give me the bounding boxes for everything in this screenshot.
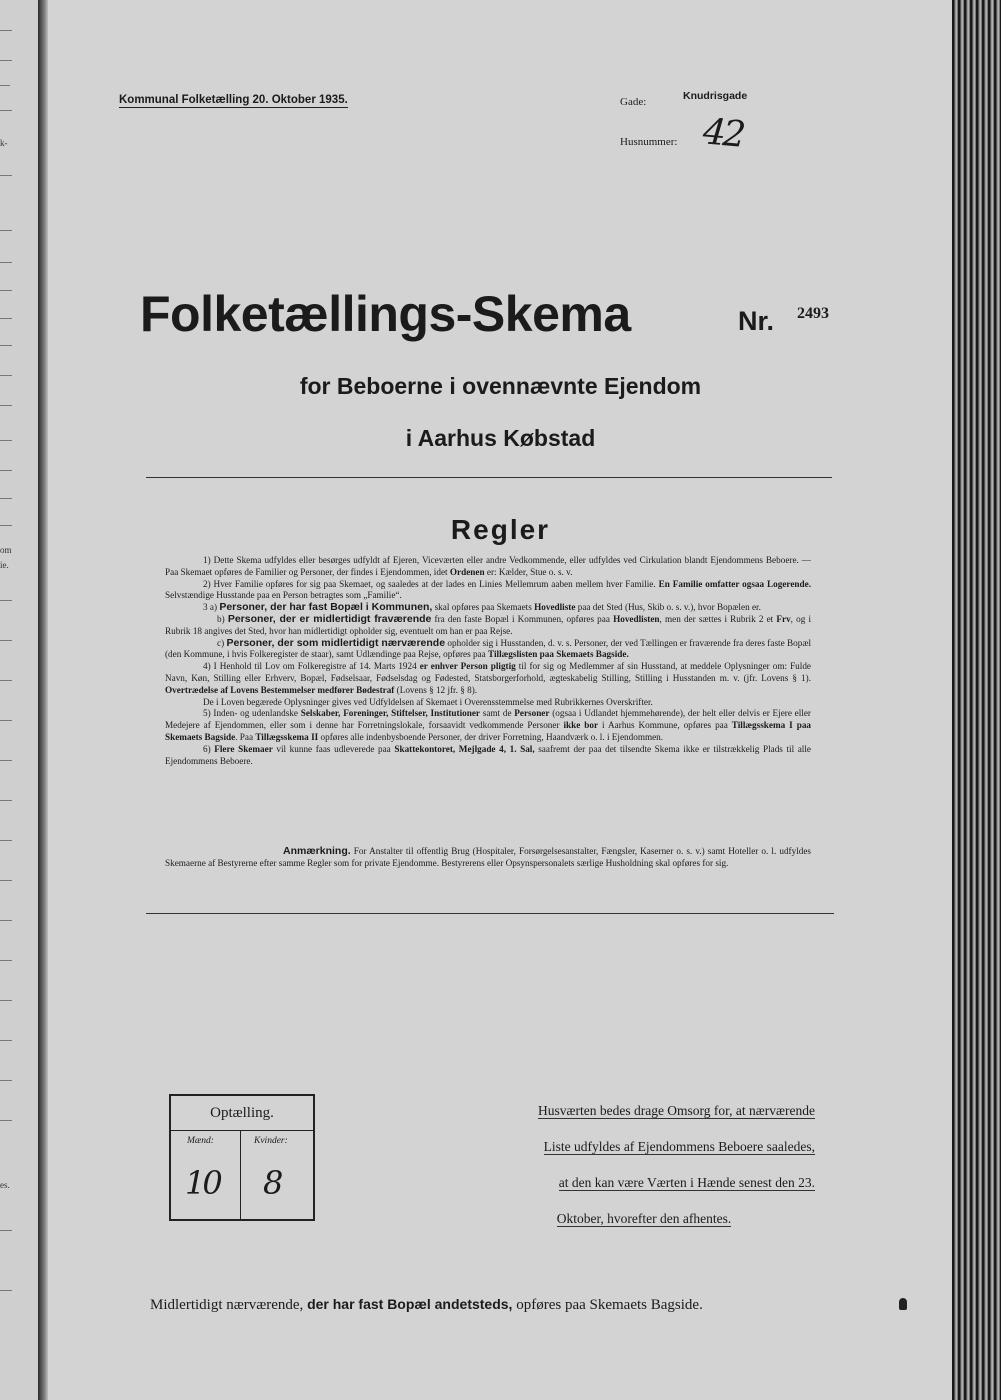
census-header: Kommunal Folketælling 20. Oktober 1935. (119, 94, 348, 106)
house-number-label: Husnummer: (620, 136, 678, 148)
ink-mark (899, 1298, 907, 1310)
count-box-divider (240, 1131, 241, 1219)
divider (146, 477, 832, 478)
left-fragment: k- (0, 138, 8, 148)
rule-1: 1) Dette Skema udfyldes eller besørges udfyldt af Ejeren, Viceværten eller andre Vedkommende, eller udfyldes ved Cirkulation blandt Ejendommens Beboere. — Paa Skemaet opføres de Familier og Personer, der findes i Ejendommen, idet Ordenen er: Kælder, Stue o. s. v. (165, 555, 811, 577)
rule-3a: 3 a) Personer, der har fast Bopæl i Kommunen, skal opføres paa Skemaets Hovedliste paa det Sted (Hus, Skib o. s. v.), hvor Bopælen er. (203, 601, 761, 614)
book-gutter (38, 0, 48, 1400)
instruction-line: at den kan være Værten i Hænde senest den 23. (558, 1175, 815, 1190)
page-edges (952, 0, 1001, 1400)
rule-4: 4) I Henhold til Lov om Folkeregistre af 14. Marts 1924 er enhver Person pligtig til for sig og Medlemmer af sin Husstand, at meddele Oplysninger om: Fulde Navn, Køn, Stilling eller Erhverv, Bopæl, Fødselsaar, Fødselsdag og Fødested, Statsborgerforhold, ægteskabelig Stilling, Stilling i Husstanden m. v. (jfr. Lovens § 1). Overtrædelse af Lovens Bestemmelser medfører Bødestraf (Lovens § 12 jfr. § 8). (165, 661, 811, 695)
rule-4-note: De i Loven begærede Oplysninger gives ved Udfyldelsen af Skemaet i Overensstemmelse med Rubrikkernes Overskrifter. (203, 696, 653, 707)
count-box-title: Optælling. (171, 1096, 313, 1131)
instruction-line: Husværten bedes drage Omsorg for, at nærværende (537, 1103, 815, 1118)
instruction-line: Oktober, hvorefter den afhentes. (556, 1211, 732, 1226)
form-title: Folketællings-Skema (140, 286, 631, 342)
form-subtitle-city: i Aarhus Købstad (405, 425, 596, 451)
men-label: Mænd: (187, 1136, 214, 1146)
house-number-value: 42 (701, 111, 745, 156)
count-box (169, 1094, 315, 1221)
rule-2: 2) Hver Familie opføres for sig paa Skemaet, og saaledes at der lades en Linies Mellemrum aaben mellem hver Familie. En Familie omfatter ogsaa Logerende. Selvstændige Husstande paa en Person betragtes som „Familie“. (165, 578, 811, 601)
street-value: Knudrisgade (683, 90, 748, 102)
instruction-line: Liste udfyldes af Ejendommens Beboere saaledes, (543, 1139, 815, 1154)
rule-5: 5) Inden- og udenlandske Selskaber, Foreninger, Stiftelser, Institutioner samt de Personer (ogsaa i Udlandet hjemmehørende), der helt eller delvis er Ejere eller Medejere af Ejendommen, eller som i denne har Forretningslokale, forsaavidt vedkommende Personer ikke bor i Aarhus Kommune, opføres paa Tillægsskema I paa Skemaets Bagside. Paa Tillægsskema II opføres alle indenbysboende Personer, der driver Forretning, Haandværk o. l. i Ejendommen. (165, 708, 812, 742)
divider (146, 913, 834, 914)
men-count: 10 (185, 1164, 220, 1202)
street-label: Gade: (620, 96, 647, 108)
rule-3b: b) Personer, der er midlertidigt fraværende fra den faste Bopæl i Kommunen, opføres paa Hovedlisten, men der sættes i Rubrik 2 et Frv, og i Rubrik 18 angives det Sted, hvor han midlertidigt opholder sig, eventuelt om han er paa Rejse. (165, 612, 812, 636)
left-fragment: es. (0, 1180, 10, 1190)
form-subtitle: for Beboerne i ovennævnte Ejendom (299, 373, 702, 399)
left-page-edge (0, 0, 38, 1400)
rule-3c: c) Personer, der som midlertidigt nærværende opholder sig i Husstanden, d. v. s. Personer, der ved Tællingen er fraværende fra deres faste Bopæl (den Kommune, i hvis Folkeregister de staar), samt Udlændinge paa Rejse, opføres paa Tillægslisten paa Skemaets Bagside. (165, 636, 812, 660)
rules-text (165, 555, 811, 767)
form-number-value: 2493 (797, 305, 829, 322)
women-count: 8 (263, 1164, 284, 1202)
left-fragment: om (0, 545, 12, 555)
women-label: Kvinder: (254, 1136, 288, 1146)
rule-6: 6) Flere Skemaer vil kunne faas udleverede paa Skattekontoret, Mejlgade 4, 1. Sal, saafremt der paa det tilsendte Skema ikke er tilstrækkelig Plads til alle Ejendommens Beboere. (165, 743, 811, 766)
remark-paragraph: Anmærkning. For Anstalter til offentlig Brug (Hospitaler, Forsørgelsesanstalter, Fængsler, Kaserner o. s. v.) samt Hoteller o. l. udfyldes Skemaerne af Bestyrerne efter samme Regler som for private Ejendomme. Bestyrerens eller Opsynspersonalets særlige Husholdning skal opføres for sig. (165, 845, 811, 868)
rules-heading: Regler (450, 514, 551, 545)
form-number-label: Nr. (738, 306, 775, 336)
footer-note: Midlertidigt nærværende, der har fast Bopæl andetsteds, opføres paa Skemaets Bagside. (150, 1296, 703, 1313)
left-fragment: ie. (0, 560, 9, 570)
